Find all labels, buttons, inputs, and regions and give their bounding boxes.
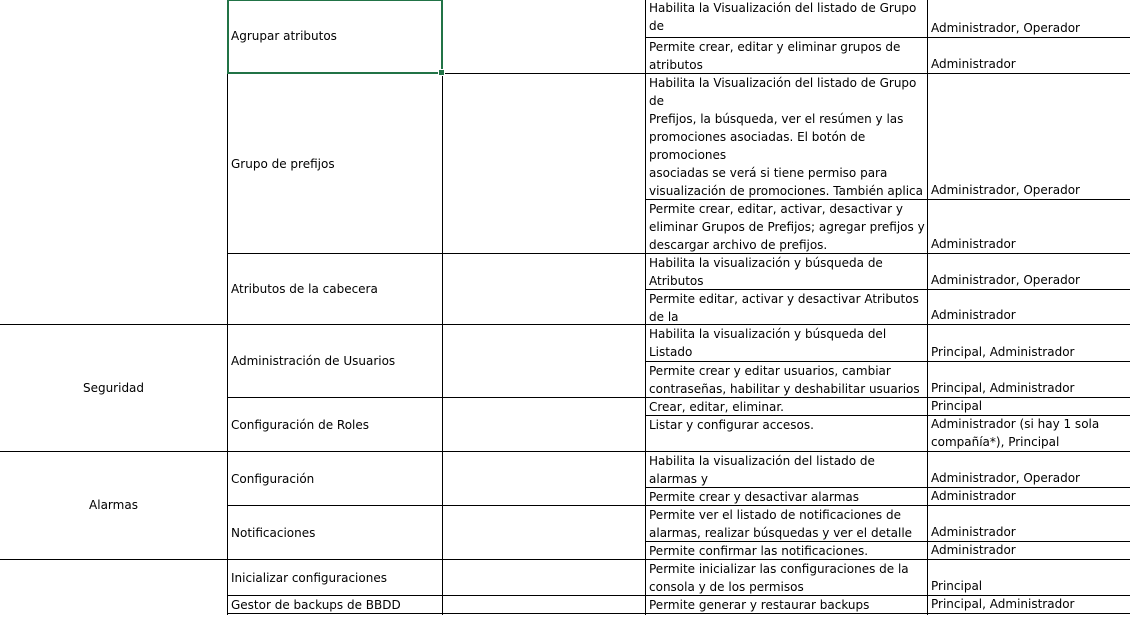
permission-roles-cell[interactable]: Administrador bbox=[931, 237, 1016, 251]
submodule-cell[interactable]: Atributos de la cabecera bbox=[231, 282, 378, 296]
permission-roles-cell[interactable]: Administrador (si hay 1 sola compañía*), Principal bbox=[931, 417, 1100, 449]
permission-description-cell[interactable]: Permite crear, editar, activar, desactivar y eliminar Grupos de Prefijos; agregar prefijos y descargar archivo de prefijos. bbox=[649, 202, 925, 252]
permission-description-cell[interactable]: Permite ver el listado de notificaciones de alarmas, realizar búsquedas y ver el detalle bbox=[649, 508, 913, 540]
permission-roles-cell[interactable]: Administrador bbox=[931, 308, 1016, 322]
permission-description-cell[interactable]: Permite crear y desactivar alarmas bbox=[649, 490, 860, 504]
permission-description-cell[interactable]: Permite generar y restaurar backups bbox=[649, 598, 870, 612]
permission-roles-cell[interactable]: Administrador bbox=[931, 525, 1016, 539]
submodule-cell[interactable]: Notificaciones bbox=[231, 525, 316, 540]
module-cell[interactable]: Alarmas bbox=[89, 498, 138, 512]
module-cell[interactable]: Seguridad bbox=[82, 380, 145, 395]
permission-description-cell[interactable]: Habilita la visualización y búsqueda de Atributos bbox=[649, 256, 883, 288]
submodule-cell[interactable]: Agrupar atributos bbox=[231, 29, 337, 43]
permission-description-cell[interactable]: Habilita la visualización del listado de alarmas y bbox=[649, 454, 875, 486]
permission-roles-cell[interactable]: Administrador bbox=[931, 489, 1016, 503]
permission-roles-cell[interactable]: Administrador, Operador bbox=[931, 273, 1080, 287]
permission-roles-cell[interactable]: Principal, Administrador bbox=[931, 597, 1075, 611]
grid-line bbox=[227, 613, 646, 614]
submodule-cell[interactable]: Administración de Usuarios bbox=[231, 354, 396, 368]
permission-roles-cell[interactable]: Administrador, Operador bbox=[931, 21, 1080, 35]
submodule-cell[interactable]: Grupo de prefijos bbox=[231, 156, 335, 171]
permission-roles-cell[interactable]: Administrador bbox=[931, 57, 1016, 71]
module-cell[interactable] bbox=[0, 559, 227, 617]
permission-description-cell[interactable]: Permite crear, editar y eliminar grupos de atributos bbox=[649, 40, 901, 72]
permission-roles-cell[interactable]: Principal, Administrador bbox=[931, 345, 1075, 359]
module-cell[interactable] bbox=[0, 0, 227, 324]
submodule-cell[interactable]: Configuración de Roles bbox=[231, 417, 370, 432]
active-cell-selection[interactable] bbox=[227, 0, 443, 74]
permission-roles-cell[interactable]: Principal, Administrador bbox=[931, 381, 1075, 395]
fill-handle[interactable] bbox=[438, 69, 445, 76]
permission-description-cell[interactable]: Listar y configurar accesos. bbox=[649, 418, 814, 432]
grid-line bbox=[442, 0, 443, 615]
permission-description-cell[interactable]: Crear, editar, eliminar. bbox=[649, 400, 784, 414]
permission-description-cell[interactable]: Permite editar, activar y desactivar Atributos de la bbox=[649, 292, 919, 324]
submodule-cell[interactable]: Configuración bbox=[231, 471, 315, 486]
permission-roles-cell[interactable]: Administrador, Operador bbox=[931, 183, 1080, 197]
permission-roles-cell[interactable]: Administrador, Operador bbox=[931, 471, 1080, 485]
permission-roles-cell[interactable]: Administrador bbox=[931, 543, 1016, 557]
permission-description-cell[interactable]: Permite crear y editar usuarios, cambiar contraseñas, habilitar y deshabilitar usuarios bbox=[649, 364, 920, 396]
permission-description-cell[interactable]: Permite inicializar las configuraciones de la consola y de los permisos bbox=[649, 562, 909, 594]
grid-line bbox=[645, 613, 1130, 614]
permission-description-cell[interactable]: Permite confirmar las notificaciones. bbox=[649, 544, 869, 558]
permission-roles-cell[interactable]: Principal bbox=[931, 579, 983, 593]
permission-description-cell[interactable]: Habilita la Visualización del listado de Grupo de bbox=[649, 1, 917, 33]
submodule-cell[interactable]: Gestor de backups de BBDD bbox=[231, 597, 401, 612]
permission-roles-cell[interactable]: Principal bbox=[931, 399, 983, 413]
submodule-cell[interactable]: Inicializar configuraciones bbox=[231, 570, 387, 585]
permission-description-cell[interactable]: Habilita la visualización y búsqueda del Listado bbox=[649, 327, 887, 359]
permission-description-cell[interactable]: Habilita la Visualización del listado de Grupo de Prefijos, la búsqueda, ver el resúmen y las promociones asociadas. El botón de promociones asociadas se verá si tiene permiso para visualización de promociones. También aplica bbox=[649, 76, 924, 198]
